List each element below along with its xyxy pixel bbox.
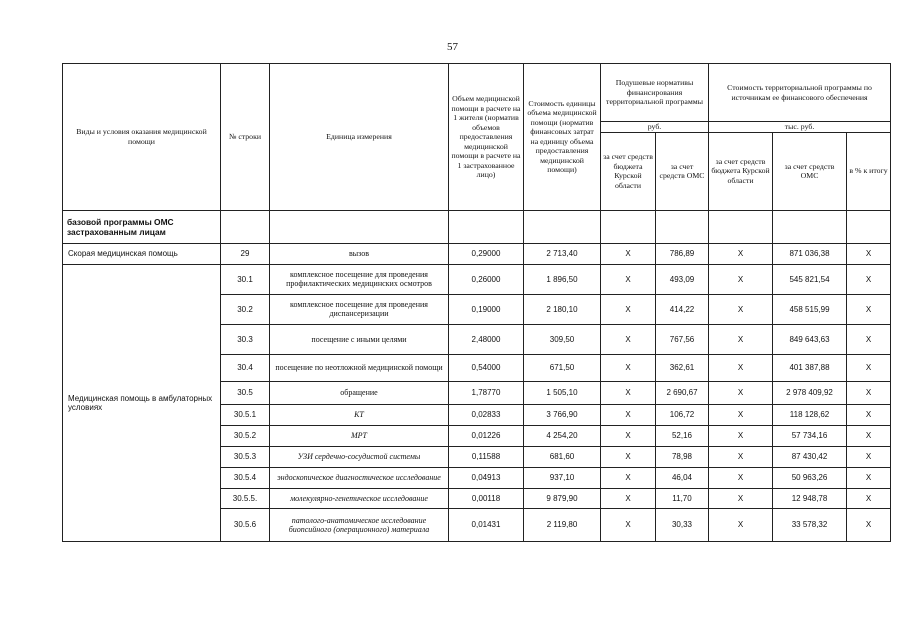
cell-oms: 106,72 [656,404,709,425]
cell-volume: 1,78770 [449,381,524,404]
cell-row-number: 30.5.6 [221,508,270,541]
page-number: 57 [447,41,458,53]
section-title: базовой программы ОМС застрахованным лицам [63,210,221,243]
cell-volume: 0,29000 [449,243,524,264]
cell-row-number: 29 [221,243,270,264]
cell-budget-2: Х [709,508,773,541]
cell-budget: Х [601,488,656,508]
cell-oms-2: 50 963,26 [773,467,847,488]
cell-unit-cost: 2 119,80 [524,508,601,541]
cell-oms: 414,22 [656,294,709,324]
cell-percent: Х [847,425,891,446]
cell-unit: УЗИ сердечно-сосудистой системы [270,446,449,467]
cell-unit-cost: 309,50 [524,324,601,354]
cell-volume: 0,19000 [449,294,524,324]
cell-budget: Х [601,324,656,354]
cell-row-number: 30.5.2 [221,425,270,446]
cell-budget: Х [601,354,656,381]
cell-unit: молекулярно-генетическое исследование [270,488,449,508]
cell-oms-2: 57 734,16 [773,425,847,446]
cell-budget: Х [601,381,656,404]
cell-unit-cost: 2 180,10 [524,294,601,324]
tariff-table [62,63,891,542]
cell-oms-2: 2 978 409,92 [773,381,847,404]
cell-oms-2: 849 643,63 [773,324,847,354]
cell-row-number: 30.3 [221,324,270,354]
cell-unit: МРТ [270,425,449,446]
header-oms-2: за счет средств ОМС [773,132,847,210]
cell-budget-2: Х [709,243,773,264]
cell-volume: 0,01431 [449,508,524,541]
cell-oms: 767,56 [656,324,709,354]
cell-unit-cost: 1 896,50 [524,264,601,294]
cell-percent: Х [847,324,891,354]
cell-oms-2: 458 515,99 [773,294,847,324]
cell-unit: посещение с иными целями [270,324,449,354]
header-unit: Единица измерения [270,64,449,211]
cell-unit-cost: 681,60 [524,446,601,467]
cell-budget-2: Х [709,488,773,508]
cell-volume: 0,02833 [449,404,524,425]
cell-volume: 2,48000 [449,324,524,354]
cell-row-number: 30.5 [221,381,270,404]
ambulance-row [63,243,891,264]
cell-unit-cost: 4 254,20 [524,425,601,446]
header-program-cost: Стоимость территориальной программы по источникам ее финансового обеспечения [709,64,891,122]
cell-oms: 11,70 [656,488,709,508]
cell-row-number: 30.5.1 [221,404,270,425]
cell-unit-cost: 1 505,10 [524,381,601,404]
cell-oms: 362,61 [656,354,709,381]
cell-oms: 30,33 [656,508,709,541]
header-oms: за счет средств ОМС [656,132,709,210]
cell-oms: 46,04 [656,467,709,488]
cell-budget-2: Х [709,294,773,324]
cell-unit: эндоскопическое диагностическое исследование [270,467,449,488]
cell-percent: Х [847,446,891,467]
cell-oms: 78,98 [656,446,709,467]
cell-oms: 493,09 [656,264,709,294]
cell-row-number: 30.1 [221,264,270,294]
cell-budget: Х [601,467,656,488]
cell-budget: Х [601,446,656,467]
cell-percent: Х [847,488,891,508]
cell-row-number: 30.4 [221,354,270,381]
cell-oms-2: 118 128,62 [773,404,847,425]
cell-unit-cost: 9 879,90 [524,488,601,508]
cell-budget-2: Х [709,446,773,467]
header-volume: Объем медицинской помощи в расчете на 1 жителя (норматив объемов предоставления медицинской помощи в расчете на 1 застрахованное лицо) [449,64,524,211]
cell-budget-2: Х [709,425,773,446]
cell-unit-cost: 937,10 [524,467,601,488]
header-thousand-rub: тыс. руб. [709,122,891,133]
section-row [63,210,891,243]
table-row [63,264,891,294]
cell-volume: 0,54000 [449,354,524,381]
cell-volume: 0,11588 [449,446,524,467]
cell-row-number: 30.5.5. [221,488,270,508]
cell-percent: Х [847,354,891,381]
cell-row-number: 30.2 [221,294,270,324]
cell-budget: Х [601,264,656,294]
header-percent: в % к итогу [847,132,891,210]
cell-budget: Х [601,243,656,264]
cell-percent: Х [847,294,891,324]
cell-unit-cost: 2 713,40 [524,243,601,264]
header-unit-cost: Стоимость единицы объема медицинской помощи (норматив финансовых затрат на единицу объема предоставления медицинской помощи) [524,64,601,211]
cell-unit: КТ [270,404,449,425]
ambulatory-label: Медицинская помощь в амбулаторных условиях [63,264,221,541]
header-budget-2: за счет средств бюджета Курской области [709,132,773,210]
cell-budget: Х [601,404,656,425]
cell-percent: Х [847,243,891,264]
header-per-capita: Подушевые нормативы финансирования территориальной программы [601,64,709,122]
cell-oms-2: 545 821,54 [773,264,847,294]
cell-budget-2: Х [709,381,773,404]
cell-percent: Х [847,467,891,488]
cell-row-number: 30.5.4 [221,467,270,488]
cell-budget: Х [601,425,656,446]
cell-unit: обращение [270,381,449,404]
cell-oms-2: 871 036,38 [773,243,847,264]
cell-budget-2: Х [709,467,773,488]
header-kind: Виды и условия оказания медицинской помощи [63,64,221,211]
cell-oms: 2 690,67 [656,381,709,404]
cell-oms: 786,89 [656,243,709,264]
cell-row-number: 30.5.3 [221,446,270,467]
cell-volume: 0,01226 [449,425,524,446]
ambulance-name: Скорая медицинская помощь [63,243,221,264]
cell-oms-2: 12 948,78 [773,488,847,508]
cell-budget-2: Х [709,264,773,294]
cell-unit: комплексное посещение для проведения диспансеризации [270,294,449,324]
cell-budget-2: Х [709,404,773,425]
cell-unit: патолого-анатомическое исследование биопсийного (операционного) материала [270,508,449,541]
cell-budget: Х [601,508,656,541]
cell-unit: комплексное посещение для проведения профилактических медицинских осмотров [270,264,449,294]
cell-oms-2: 401 387,88 [773,354,847,381]
header-row-1 [63,64,891,122]
header-row-number: № строки [221,64,270,211]
cell-percent: Х [847,404,891,425]
cell-unit-cost: 671,50 [524,354,601,381]
cell-budget: Х [601,294,656,324]
cell-unit: вызов [270,243,449,264]
cell-volume: 0,04913 [449,467,524,488]
header-budget: за счет средств бюджета Курской области [601,132,656,210]
cell-percent: Х [847,264,891,294]
cell-percent: Х [847,508,891,541]
cell-percent: Х [847,381,891,404]
cell-unit: посещение по неотложной медицинской помощи [270,354,449,381]
cell-volume: 0,00118 [449,488,524,508]
cell-oms-2: 87 430,42 [773,446,847,467]
cell-oms-2: 33 578,32 [773,508,847,541]
cell-oms: 52,16 [656,425,709,446]
header-rub: руб. [601,122,709,133]
cell-budget-2: Х [709,324,773,354]
cell-budget-2: Х [709,354,773,381]
cell-unit-cost: 3 766,90 [524,404,601,425]
cell-volume: 0,26000 [449,264,524,294]
